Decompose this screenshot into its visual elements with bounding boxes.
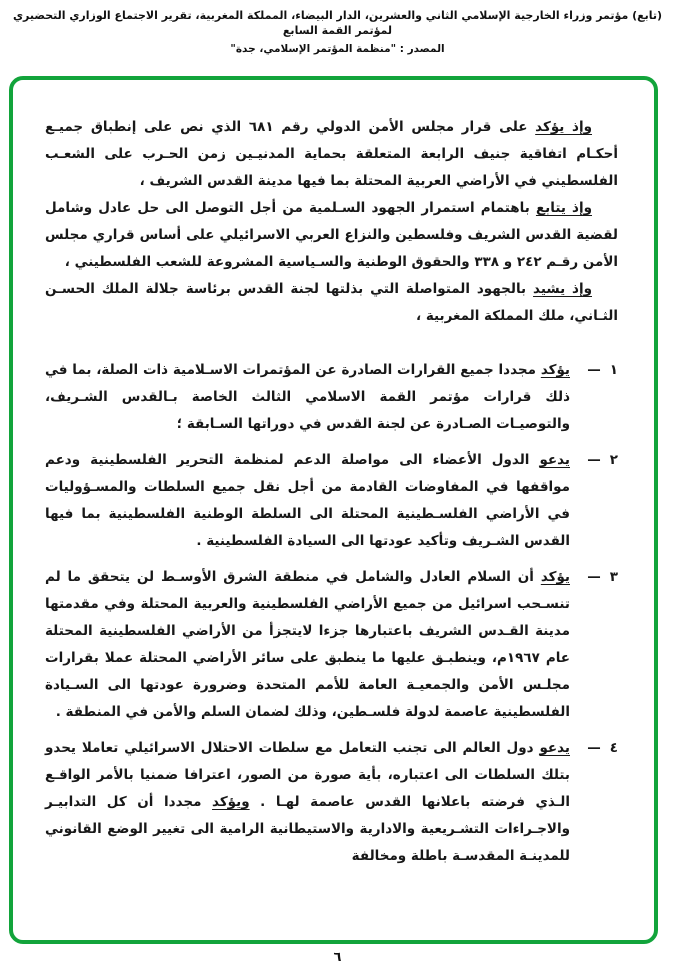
page-number: ٦ [333, 950, 342, 965]
item-marker [570, 357, 618, 438]
item-marker [570, 447, 618, 555]
numbered-list [45, 357, 618, 870]
list-item-1 [45, 357, 618, 438]
item-dash: — [587, 569, 601, 585]
item-body-text: دول العالم الى تجنب التعامل مع سلطات الاحتلال الاسرائيلي تعاملا يحدو بتلك السلطات الى اعتباره، بأية صورة من الصور، اعترافا ضمنيا بالأمر الواقـع الـذي فرضته باعلانها القدس عاصمة لهـا . [45, 740, 570, 810]
item-lead: يدعو [539, 740, 570, 756]
preamble-paragraph-1 [45, 114, 618, 195]
item-number: ٣ [609, 569, 618, 585]
item-lead: يؤكد [540, 362, 570, 378]
preamble-lead-2: وإذ يتابع [535, 200, 592, 216]
preamble-lead-3: وإذ يشيد [533, 281, 592, 297]
preamble-text-3: بالجهود المتواصلة التي بذلتها لجنة القدس برئاسة جلالة الملك الحسـن الثـاني، ملك المملكة المغربية ، [45, 281, 618, 324]
item-text [45, 564, 570, 726]
item-text [45, 735, 570, 870]
item-body-text: أن السلام العادل والشامل في منطقة الشرق الأوسـط لن يتحقق ما لم تنسـحب اسرائيل من جميع الأراضي الفلسطينية والعربية المحتلة وفي مقدمتها مدينة القـدس الشريف باعتبارها جزءا لايتجزأ من الأراضي الفلسطينية المحتلة عام ١٩٦٧م، وينطبـق عليها ما ينطبق على سائر الأراضي المحتلة عملا بقرارات مجلـس الأمن والجمعيـة العامة للأمم المتحدة وضرورة عودتها الى السـيادة الفلسطينية عاصمة لدولة فلسـطين، وذلك لضمان السلم والأمن في المنطقة . [45, 569, 571, 720]
item-body-text: الدول الأعضاء الى مواصلة الدعم لمنظمة التحرير الفلسطينية ودعم مواقفها في المفاوضات القادمة من أجل نقل جميع السلطات والمسـؤوليات في الأراضي الفلسـطينية المحتلة الى السلطة الوطنية الفلسطينية بما فيها القدس الشـريف وتأكيد عودتها الى السيادة الفلسطينية . [45, 452, 570, 549]
document-body [45, 114, 618, 870]
list-item-2 [45, 447, 618, 555]
item-body-text-2: مجددا أن كل التدابيـر والاجـراءات التشـريعية والادارية والاستيطانية الرامية الى تغيير الوضع القانوني للمدينـة المقدسـة باطلة ومخالفة [45, 794, 570, 864]
item-lead-2: ويؤكد [212, 794, 250, 810]
item-text [45, 447, 570, 555]
content-frame [9, 76, 658, 944]
item-lead: يدعو [539, 452, 570, 468]
item-number: ١ [609, 362, 618, 378]
item-dash: — [587, 740, 601, 756]
list-item-3 [45, 564, 618, 726]
list-item-4 [45, 735, 618, 870]
item-number: ٤ [609, 740, 618, 756]
item-dash: — [587, 362, 601, 378]
page-header [8, 8, 667, 57]
item-lead: يؤكد [540, 569, 570, 585]
item-dash: — [587, 452, 601, 468]
item-text [45, 357, 570, 438]
preamble-paragraph-2 [45, 195, 618, 276]
item-marker [570, 735, 618, 870]
header-title: (تابع) مؤتمر وزراء الخارجية الإسلامي الثاني والعشرين، الدار البيضاء، المملكة المغربية، تقرير الاجتماع الوزاري التحضيري لمؤتمر القمة السابع [12, 9, 663, 37]
item-body-text: مجددا جميع القرارات الصادرة عن المؤتمرات الاسـلامية ذات الصلة، بما في ذلك قرارات مؤتمر القمة الاسلامي الثالث الخاصة بـالقدس الشـريف، والتوصيـات الصـادرة عن لجنة القدس في دوراتها السـابقة ؛ [45, 362, 570, 432]
preamble-paragraph-3 [45, 276, 618, 330]
preamble-lead-1: وإذ يؤكد [535, 119, 592, 135]
preamble-text-1: على قرار مجلس الأمن الدولي رقم ٦٨١ الذي نص على إنطباق جميـع أحكـام اتفاقية جنيف الرابعة المتعلقة بحماية المدنيـين زمن الحـرب على الشعـب الفلسطيني في الأراضي العربية المحتلة بما فيها مدينة القدس الشريف ، [45, 119, 618, 189]
preamble-text-2: باهتمام استمرار الجهود السـلمية من أجل التوصل الى حل عادل وشامل لقضية القدس الشريف وفلسطين والنزاع العربي الاسرائيلي على أساس قراري مجلس الأمن رقـم ٢٤٢ و ٣٣٨ والحقوق الوطنية والسـياسية المشروعة للشعب الفلسطيني ، [45, 200, 618, 270]
header-source: المصدر : "منظمة المؤتمر الإسلامي، جدة" [230, 43, 445, 55]
item-number: ٢ [609, 452, 618, 468]
item-marker [570, 564, 618, 726]
